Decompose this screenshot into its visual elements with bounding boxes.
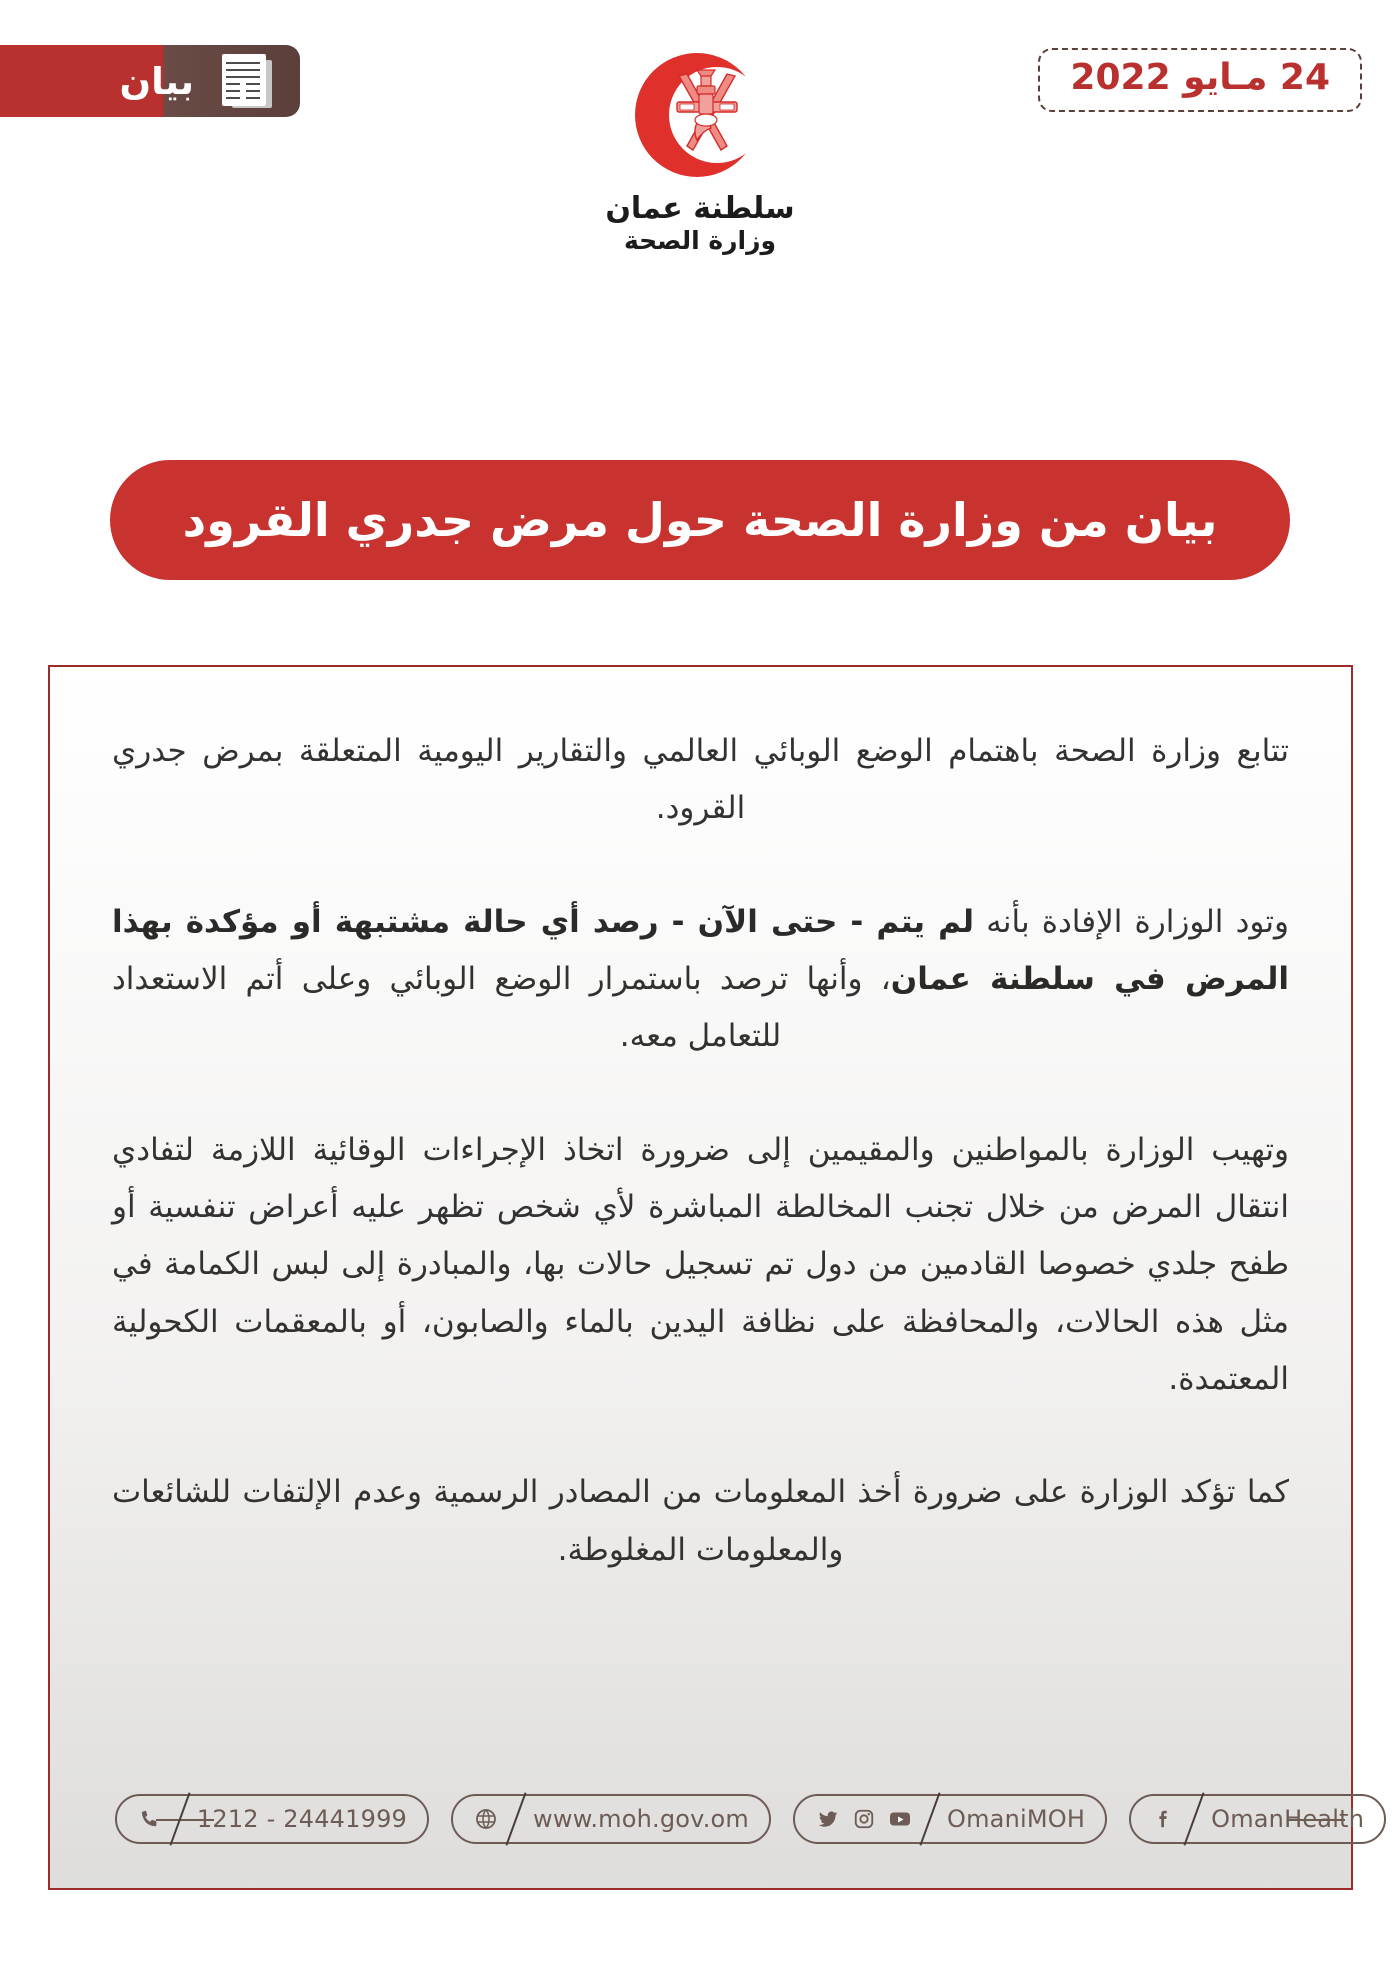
paragraph-2-text-lead: وتود الوزارة الإفادة بأنه: [974, 903, 1289, 940]
separator-slash: [1184, 1792, 1205, 1845]
title-banner: [110, 460, 1290, 580]
footer-item-facebook[interactable]: [1129, 1794, 1386, 1844]
separator-slash: [506, 1792, 527, 1845]
oman-red-crescent-emblem-icon: [625, 40, 775, 190]
paragraph-1: تتابع وزارة الصحة باهتمام الوضع الوبائي العالمي والتقارير اليومية المتعلقة بمرض جدري القرود.: [112, 733, 1289, 827]
footer-item-social[interactable]: [793, 1794, 1107, 1844]
statement-tag: [0, 45, 300, 117]
footer-item-phone[interactable]: [115, 1794, 429, 1844]
instagram-icon: [851, 1806, 877, 1832]
footer-item-website[interactable]: [451, 1794, 771, 1844]
globe-icon: [473, 1806, 499, 1832]
paragraph-2-emphasis: لم يتم - حتى الآن - رصد أي حالة مشتبهة أو مؤكدة بهذا المرض في سلطنة عمان: [112, 903, 1289, 998]
newspaper-icon: [220, 52, 274, 110]
twitter-icon: [815, 1806, 841, 1832]
separator-slash: [169, 1792, 190, 1845]
date-badge: 24 مـايو 2022: [1038, 48, 1362, 112]
youtube-icon: [887, 1806, 913, 1832]
paragraph-4: كما تؤكد الوزارة على ضرورة أخذ المعلومات من المصادر الرسمية وعدم الإلتفات للشائعات والمعلومات المغلوطة.: [112, 1474, 1289, 1568]
page-title: بيان من وزارة الصحة حول مرض جدري القرود: [182, 492, 1218, 547]
separator-slash: [919, 1792, 940, 1845]
footer-handle: OmanHealth: [1211, 1805, 1365, 1833]
ministry-logo: [535, 40, 865, 255]
statement-content-box: [48, 665, 1365, 1890]
paragraph-2-text-tail: ، وأنها ترصد باستمرار الوضع الوبائي وعلى أتم الاستعداد للتعامل معه.: [112, 961, 891, 1055]
footer-handle: 1212 - 24441999: [196, 1805, 408, 1833]
statement-tag-label: بيان: [119, 59, 194, 103]
phone-icon: [137, 1806, 163, 1832]
logo-caption-line1: سلطنة عمان: [605, 191, 795, 226]
logo-caption: [535, 192, 865, 255]
footer-handle: OmaniMOH: [947, 1805, 1086, 1833]
paragraph-3: وتهيب الوزارة بالمواطنين والمقيمين إلى ضرورة اتخاذ الإجراءات الوقائية اللازمة لتفادي انتقال المرض من خلال تجنب المخالطة المباشرة لأي شخص تظهر عليه أعراض تنفسية أو طفح جلدي خصوصا القادمين من دول تم تسجيل حالات بها، والمبادرة إلى لبس الكمامة في مثل هذه الحالات، والمحافظة على نظافة اليدين بالماء والصابون، أو بالمعقمات الكحولية المعتمدة.: [112, 1131, 1289, 1398]
page-header: [0, 0, 1400, 300]
paragraph-2: [112, 894, 1289, 1066]
footer-contact-bar: [98, 1788, 1400, 1850]
logo-caption-line2: وزارة الصحة: [623, 225, 777, 255]
facebook-icon: [1151, 1806, 1177, 1832]
footer-handle: www.moh.gov.om: [533, 1805, 749, 1833]
